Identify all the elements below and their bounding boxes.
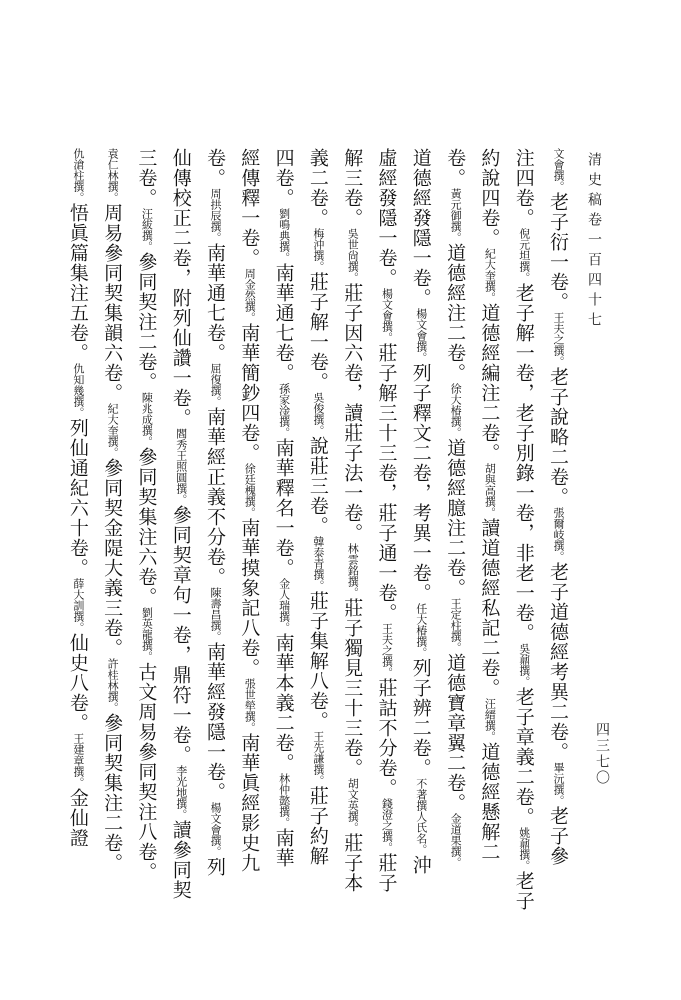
- author-note: 韓泰青撰。: [311, 536, 325, 591]
- title-entry: 南華眞經影史九: [238, 733, 261, 873]
- author-note: 徐大椿撰。: [449, 383, 463, 438]
- author-note: 吳俊撰。: [311, 392, 325, 436]
- title-entry: 虛經發隱一卷。: [375, 148, 398, 288]
- author-note: 林仲懿撰。: [277, 773, 291, 828]
- title-entry: 參同契集注六卷。: [135, 447, 158, 607]
- title-entry: 卷。: [204, 148, 226, 188]
- title-entry: 南華經正義不分卷。: [204, 407, 226, 587]
- title-entry: 南華釋名一卷。: [272, 438, 295, 578]
- title-entry: 老子參: [547, 806, 569, 866]
- title-entry: 道德經懸解二: [478, 742, 501, 862]
- author-note: 吳鼐撰。: [517, 643, 531, 687]
- title-entry: 南華摸象記八卷。: [238, 518, 261, 678]
- author-note: 紀大奎撰。: [106, 403, 120, 458]
- title-entry: 南華通七卷。: [272, 263, 295, 383]
- author-note: 楊文會撰。: [380, 288, 394, 343]
- author-note: 劉鳴典撰。: [277, 208, 291, 263]
- title-entry: 列: [204, 857, 226, 877]
- running-head: 清史稿卷一百四十七: [586, 152, 602, 332]
- author-note: 金人瑞撰。: [277, 578, 291, 633]
- title-entry: 南華通七卷。: [204, 243, 226, 363]
- author-note: 不著撰人氏名。: [414, 778, 428, 855]
- title-entry: 古文周易參同契注八卷。: [135, 662, 158, 882]
- title-entry: 道德經發隱一卷。: [409, 148, 432, 308]
- title-entry: 老子衍一卷。: [547, 192, 569, 312]
- author-note: 王定柱撰。: [449, 598, 463, 653]
- text-column: [510, 148, 538, 928]
- author-note: 仇知幾撰。: [71, 363, 85, 418]
- title-entry: 注四卷。: [512, 148, 535, 228]
- author-note: 仇滄柱撰。: [71, 148, 85, 203]
- title-entry: 道德經編注二卷。: [478, 303, 501, 463]
- title-entry: 說莊三卷。: [306, 436, 329, 536]
- title-entry: 莊子集解八卷。: [306, 591, 329, 731]
- author-note: 陳壽昌撰。: [209, 587, 222, 642]
- title-entry: 莊子解三十三卷，莊子通一卷。: [375, 343, 398, 623]
- title-entry: 卷。: [444, 148, 467, 188]
- author-note: 胡與高撰。: [483, 463, 497, 518]
- author-note: 畢沅撰。: [552, 762, 565, 806]
- title-entry: 列子辨二卷。: [409, 658, 432, 778]
- author-note: 梅沖撰。: [311, 228, 325, 272]
- title-entry: 參同契集注二卷。: [101, 713, 124, 873]
- title-entry: 參同契章句一卷，鼎符一卷。: [169, 505, 192, 765]
- title-entry: 沖: [409, 855, 432, 875]
- title-entry: 四卷。: [272, 148, 295, 208]
- title-entry: 老子章義二卷。: [512, 687, 535, 827]
- text-column: [304, 148, 332, 928]
- title-entry: 列子釋文二卷，考異一卷。: [409, 363, 432, 603]
- text-column: [167, 148, 195, 928]
- author-note: 汪紱撰。: [140, 208, 154, 252]
- text-column: [475, 148, 503, 928]
- author-note: 張世犖撰。: [243, 678, 257, 733]
- title-entry: 莊詁不分卷。: [375, 678, 398, 798]
- text-column: [132, 148, 160, 928]
- title-entry: 參同契金隄大義三卷。: [101, 458, 124, 658]
- text-column: [270, 148, 298, 928]
- title-entry: 參同契注二卷。: [135, 252, 158, 392]
- author-note: 錢澄之撰。: [380, 798, 394, 853]
- author-note: 胡文英撰。: [346, 778, 360, 833]
- author-note: 薛大訓撰。: [71, 578, 85, 633]
- title-entry: 悟眞篇集注五卷。: [66, 203, 89, 363]
- title-entry: 三卷。: [135, 148, 158, 208]
- author-note: 吳世尙撰。: [346, 228, 360, 283]
- author-note: 楊文會撰。: [414, 308, 428, 363]
- title-entry: 約說四卷。: [478, 148, 501, 248]
- title-entry: 讀參同契: [169, 820, 192, 900]
- author-note: 王夫之撰。: [380, 623, 394, 678]
- text-column: [64, 148, 92, 928]
- title-entry: 莊子獨見三十三卷。: [341, 598, 364, 778]
- author-note: 張爾岐撰。: [552, 507, 565, 562]
- author-note: 任大椿撰。: [414, 603, 428, 658]
- author-note: 倪元坦撰。: [517, 228, 531, 283]
- title-entry: 老子說略二卷。: [547, 367, 569, 507]
- author-note: 王先謙撰。: [311, 731, 325, 786]
- title-entry: 莊子: [375, 853, 398, 893]
- title-entry: 莊子約解: [306, 786, 329, 866]
- author-note: 楊文會撰。: [209, 802, 222, 857]
- text-column: [338, 148, 366, 928]
- text-column: [201, 148, 229, 928]
- author-note: 許桂林撰。: [106, 658, 120, 713]
- title-entry: 經傳釋一卷。: [238, 148, 261, 268]
- author-note: 閻秀王照圓撰。: [174, 428, 188, 505]
- body-text: [66, 148, 572, 928]
- title-entry: 道德經臆注二卷。: [444, 438, 467, 598]
- title-entry: 莊子本: [341, 833, 364, 893]
- author-note: 李光地撰。: [174, 765, 188, 820]
- text-column: [373, 148, 401, 928]
- title-entry: 讀道德經私記二卷。: [478, 518, 501, 698]
- title-entry: 老子: [512, 871, 535, 911]
- author-note: 姚鼐撰。: [517, 827, 531, 871]
- title-entry: 解三卷。: [341, 148, 364, 228]
- author-note: 屈復撰。: [209, 363, 222, 407]
- author-note: 王夫之撰。: [552, 312, 565, 367]
- title-entry: 仙傳校正二卷，附列仙讚一卷。: [169, 148, 192, 428]
- author-note: 孫家淦撰。: [277, 383, 291, 438]
- author-note: 金道果撰。: [449, 813, 463, 868]
- author-note: 陳兆成撰。: [140, 392, 154, 447]
- title-entry: 莊子因六卷，讀莊子法一卷。: [341, 283, 364, 543]
- author-note: 周金然撰。: [243, 268, 257, 323]
- title-entry: 老子解一卷，老子別錄一卷，非老一卷。: [512, 283, 535, 643]
- title-entry: 南華經發隱一卷。: [204, 642, 226, 802]
- title-entry: 道德寶章翼二卷。: [444, 653, 467, 813]
- author-note: 黃元御撰。: [449, 188, 463, 243]
- author-note: 紀大奎撰。: [483, 248, 497, 303]
- title-entry: 道德經注二卷。: [444, 243, 467, 383]
- title-entry: 南華簡鈔四卷。: [238, 323, 261, 463]
- title-entry: 金仙證: [66, 788, 89, 848]
- author-note: 汪縉撰。: [483, 698, 497, 742]
- title-entry: 仙史八卷。: [66, 633, 89, 733]
- title-entry: 列仙通紀六十卷。: [66, 418, 89, 578]
- text-column: [235, 148, 263, 928]
- author-note: 周拱辰撰。: [209, 188, 222, 243]
- title-entry: 義二卷。: [306, 148, 329, 228]
- text-column: [544, 148, 572, 928]
- author-note: 林雲銘撰。: [346, 543, 360, 598]
- author-note: 劉英龍撰。: [140, 607, 154, 662]
- author-note: 王建章撰。: [71, 733, 85, 788]
- text-column: [441, 148, 469, 928]
- title-entry: 莊子解一卷。: [306, 272, 329, 392]
- author-note: 徐廷槐撰。: [243, 463, 257, 518]
- title-entry: 周易參同契集韻六卷。: [101, 203, 124, 403]
- title-entry: 南華本義二卷。: [272, 633, 295, 773]
- page-number: 四三七〇: [594, 722, 610, 786]
- title-entry: 老子道德經考異二卷。: [547, 562, 569, 762]
- text-column: [98, 148, 126, 928]
- text-column: [407, 148, 435, 928]
- author-note: 文會撰。: [552, 148, 565, 192]
- title-entry: 南華: [272, 828, 295, 868]
- author-note: 袁仁林撰。: [106, 148, 120, 203]
